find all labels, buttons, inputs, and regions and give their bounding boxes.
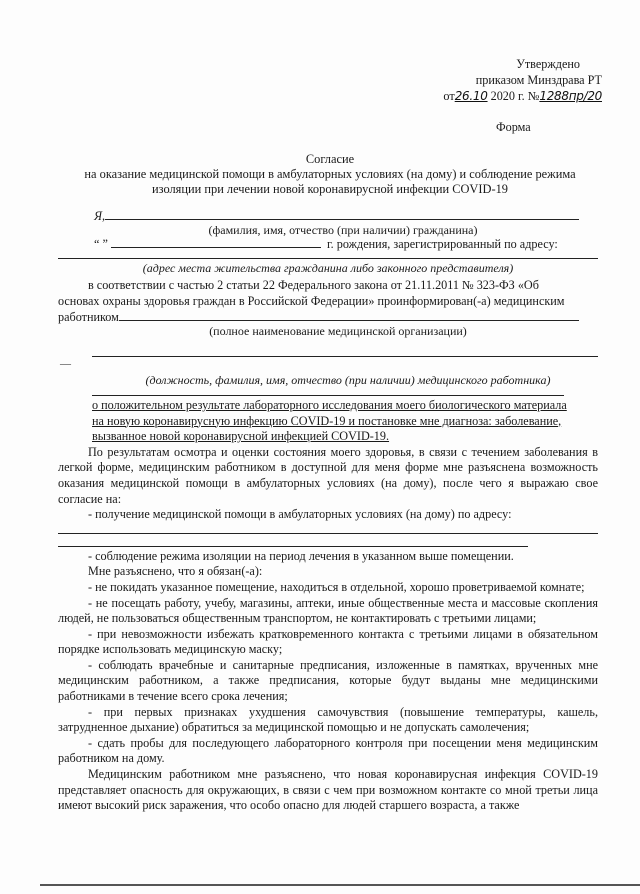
birth-label: г. рождения, зарегистрированный по адресу: — [327, 236, 558, 251]
exam-paragraph: По результатам осмотра и оценки состояния моего здоровья, в связи с течением заболевания в легкой форме, медицинским работником в доступной для меня форме мне разъяснена возможность оказания медицинской помощи в амбулаторных условиях (на дому), после чего я выражаю свое согласие на: — [58, 444, 598, 506]
title-line-2: на оказание медицинской помощи в амбулаторных условиях (на дому) и соблюдение режима — [84, 167, 576, 181]
birth-date-field[interactable] — [111, 236, 321, 248]
fio-line — [58, 208, 598, 225]
home-care-bullet: - получение медицинской помощи в амбулаторных условиях (на дому) по адресу: — [88, 507, 512, 522]
home-address-field[interactable] — [58, 523, 598, 534]
obligation-2: - не посещать работу, учебу, магазины, аптеки, иные общественные места и массовые скопления людей, не пользоваться общественным транспортом, не контактировать с третьими лицами; — [58, 595, 598, 626]
worker-caption: (должность, фамилия, имя, отчество (при наличии) медицинского работника) — [145, 372, 551, 387]
worker-extra-field[interactable] — [92, 387, 564, 396]
year-label: 2020 г. № — [490, 89, 540, 103]
diagnosis-line-3: вызванное новой коронавирусной инфекцией COVID-19. — [92, 429, 390, 444]
order-date-number — [412, 88, 602, 104]
address-caption: (адрес места жительства гражданина либо законного представителя) — [142, 261, 514, 276]
org-caption: (полное наименование медицинской организации) — [209, 323, 467, 338]
isolation-bullet: - соблюдение режима изоляции на период лечения в указанном выше помещении. — [88, 548, 514, 563]
address-field[interactable] — [58, 252, 598, 259]
home-address-field-2[interactable] — [58, 534, 528, 547]
form-label: Форма — [496, 120, 531, 134]
diagnosis-line-1: о положительном результате лабораторного исследования моего биологического материала — [92, 397, 567, 412]
explained-heading: Мне разъяснено, что я обязан(-а): — [88, 564, 263, 579]
title-line-1: Согласие — [305, 152, 355, 166]
obligation-1: - не покидать указанное помещение, находиться в отдельной, хорошо проветриваемой комнате; — [88, 579, 585, 594]
org-field[interactable] — [119, 309, 579, 321]
from-label: от — [443, 89, 455, 103]
law-line-1: в соответствии с частью 2 статьи 22 Федерального закона от 21.11.2011 № 323-ФЗ «Об — [88, 278, 539, 293]
fio-caption: (фамилия, имя, отчество (при наличии) гражданина) — [208, 222, 478, 237]
ya-label: Я, — [94, 209, 106, 223]
obligation-5: - при первых признаках ухудшения самочувствия (повышение температуры, кашель, затрудненное дыхание) обратиться за медицинской помощью и не допускать самолечения; — [58, 704, 598, 735]
quotes-label: “ ” — [94, 236, 108, 251]
diagnosis-line-2: на новую коронавирусную инфекцию COVID-19 и постановке мне диагноза: заболевание, — [92, 413, 562, 428]
handwritten-date: 26.10 — [454, 89, 488, 103]
approval-header — [412, 56, 602, 104]
document-title — [60, 152, 600, 197]
obligation-3: - при невозможности избежать кратковременного контакта с третьими лицами в обязательном порядке использовать медицинскую маску; — [58, 626, 598, 657]
worker-line — [58, 309, 598, 326]
order-label: приказом Минздрава РТ — [475, 73, 602, 87]
law-line-2: основах охраны здоровья граждан в Российской Федерации» проинформирован(-а) медицинским — [58, 293, 565, 308]
document-body — [58, 208, 598, 814]
dash-mark: — — [60, 357, 71, 370]
rabotnikom-label: работником — [58, 310, 119, 325]
birth-line — [58, 236, 598, 253]
approved-label: Утверждено — [516, 57, 580, 71]
obligation-6: - сдать пробы для последующего лабораторного контроля при посещении меня медицинским работником на дому. — [58, 735, 598, 766]
fio-field[interactable] — [105, 208, 579, 220]
title-line-3: изоляции при лечении новой коронавирусной инфекции COVID-19 — [152, 182, 508, 196]
worker-name-field[interactable] — [92, 338, 598, 357]
handwritten-order-number: 1288пр/20 — [539, 89, 602, 103]
obligation-4: - соблюдать врачебные и санитарные предписания, изложенные в памятках, врученных мне медицинским работником, а также предписания, которые будут выданы мне медицинскими работниками в течение всего срока лечения; — [58, 657, 598, 704]
final-paragraph: Медицинским работником мне разъяснено, что новая коронавирусная инфекция COVID-19 представляет опасность для окружающих, в связи с чем при возможном контакте со мной третьи лица имеют высокий риск заражения, что особо опасно для людей старшего возраста, а также — [58, 767, 598, 813]
scan-edge-line — [40, 884, 640, 886]
